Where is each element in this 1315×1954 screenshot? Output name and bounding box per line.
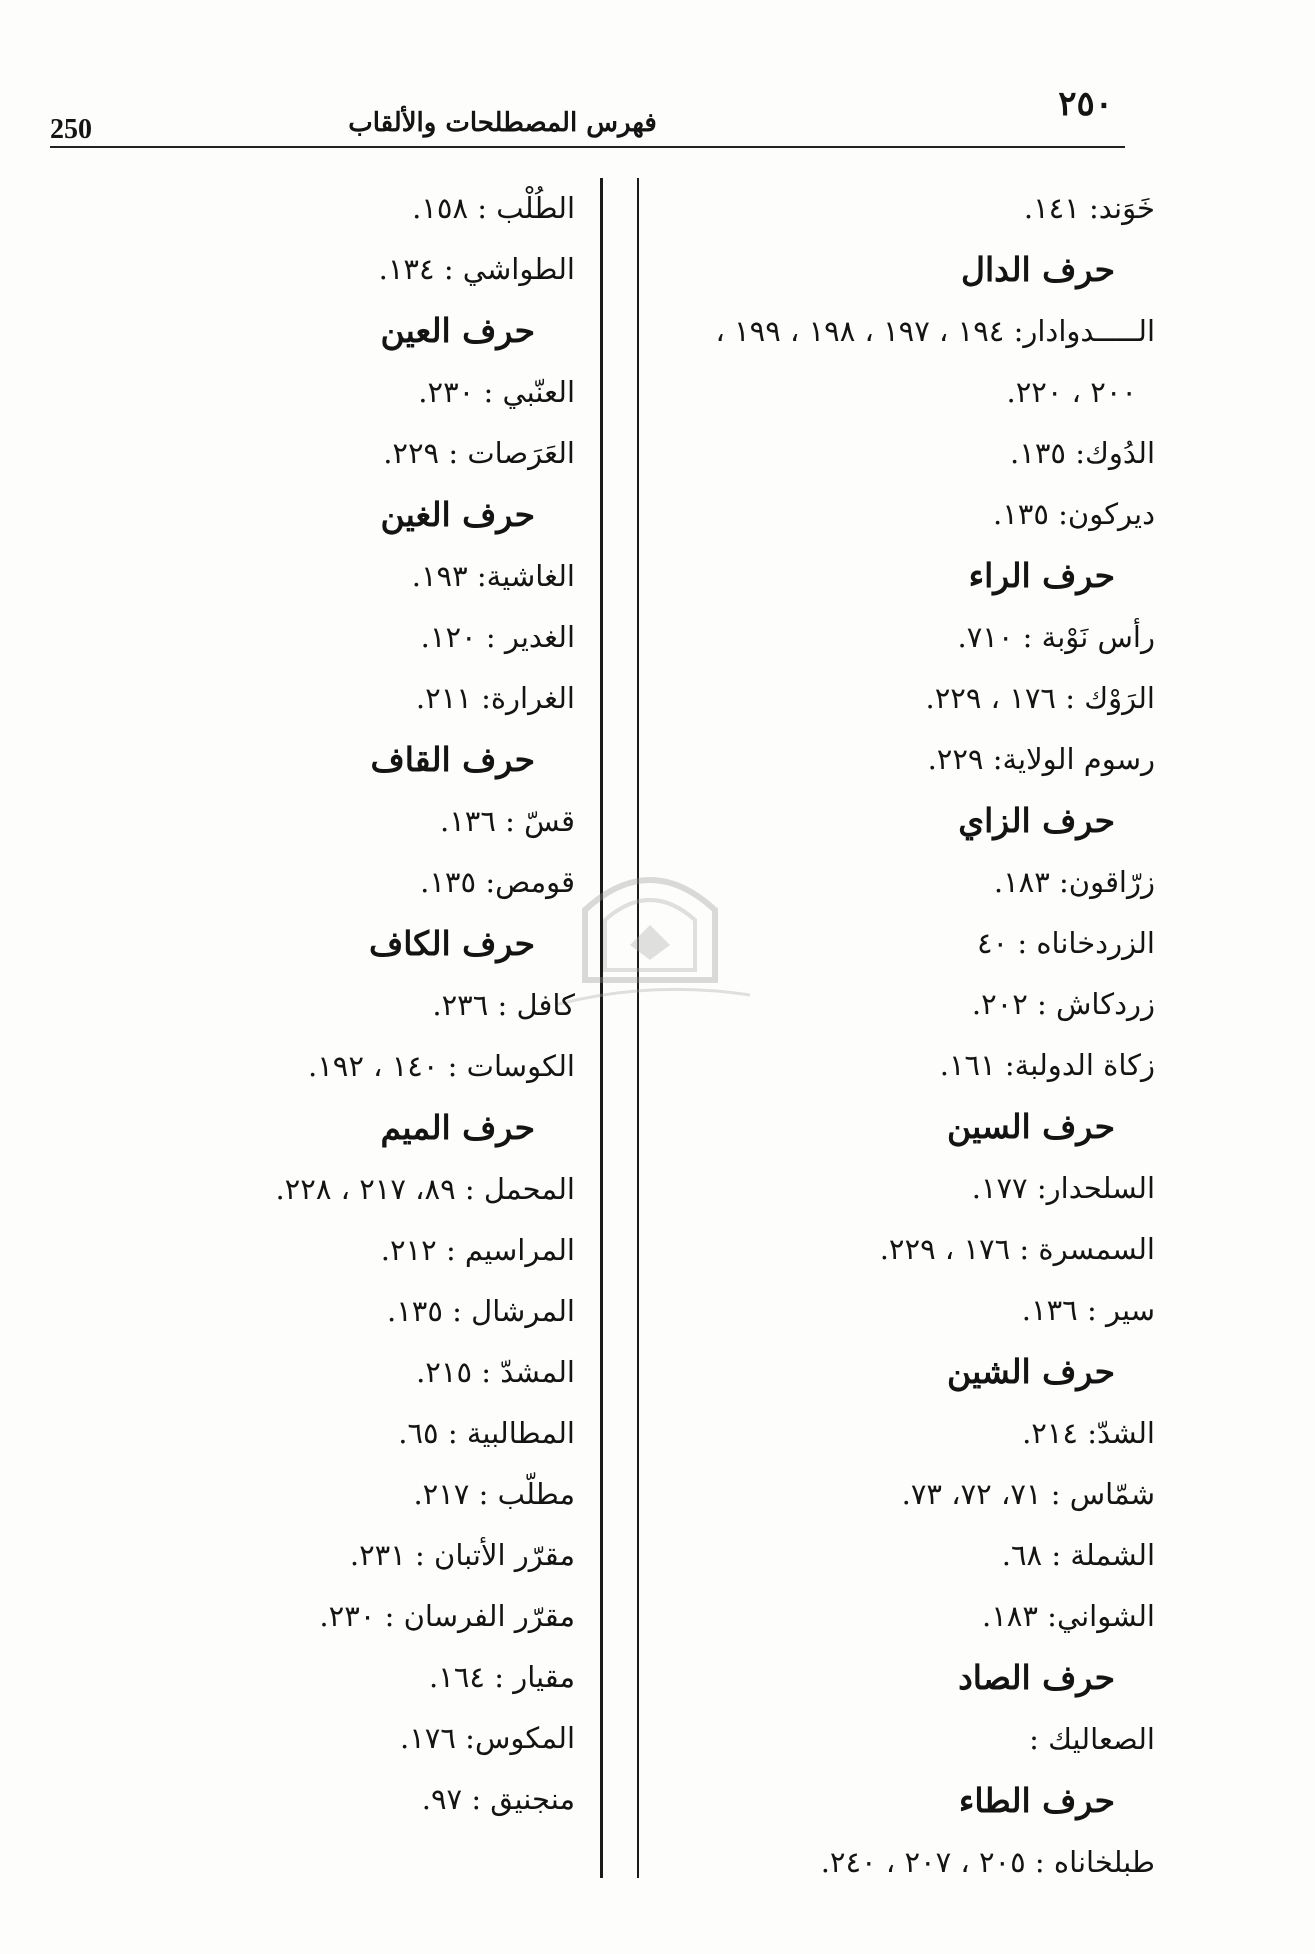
entry-term: الغدير : (485, 620, 575, 654)
index-entry (635, 729, 1155, 790)
index-entry (55, 1586, 575, 1647)
index-entry (635, 1832, 1155, 1893)
entry-term: السمسرة : (1019, 1232, 1155, 1266)
entry-page-refs: ٧١٠. (957, 620, 1023, 654)
index-entry (635, 913, 1155, 974)
index-section (55, 1097, 575, 1830)
index-entry (635, 668, 1155, 729)
index-entry (55, 1220, 575, 1281)
entry-term: الشواني: (1047, 1599, 1155, 1633)
section-heading: حرف الطاء (958, 1781, 1115, 1820)
index-entry (55, 1342, 575, 1403)
entry-term: مقرّر الفرسان : (384, 1599, 575, 1633)
index-section (635, 178, 1155, 239)
index-entry (635, 1464, 1155, 1525)
section-heading: حرف الغين (380, 495, 535, 534)
entry-page-refs: ٧١، ٧٢، ٧٣. (901, 1477, 1051, 1511)
entry-term: الكوسات : (447, 1049, 575, 1083)
index-entry (55, 423, 575, 484)
index-entry (635, 1525, 1155, 1586)
column-divider (600, 178, 603, 1878)
entry-term: الدُوك: (1075, 436, 1155, 470)
entry-page-refs: ١٣٥. (1010, 436, 1076, 470)
entry-page-refs: ٨٩، ٢١٧ ، ٢٢٨. (275, 1172, 465, 1206)
entry-term: زرّاقون: (1059, 865, 1155, 899)
entry-page-refs: ١٣٥. (386, 1294, 453, 1328)
section-heading: حرف الصاد (958, 1658, 1115, 1697)
entry-page-refs: ١٨٣. (993, 865, 1060, 899)
index-entry (635, 1035, 1155, 1096)
entry-page-refs: ١٧٧. (971, 1171, 1037, 1205)
entry-term: ديركون: (1058, 497, 1155, 531)
entry-term: زردكاش : (1037, 987, 1155, 1021)
entry-term: المرشال : (452, 1294, 575, 1328)
index-entry (55, 1159, 575, 1220)
index-entry (635, 1219, 1155, 1280)
index-entry (635, 607, 1155, 668)
entry-page-refs: ١٢٠. (420, 620, 486, 654)
section-heading: حرف العين (380, 311, 535, 350)
index-entry (635, 974, 1155, 1035)
entry-page-refs: ١٣٥. (420, 865, 486, 899)
section-heading: حرف السين (946, 1107, 1115, 1146)
entry-page-refs: ١٣٦. (440, 804, 506, 838)
entry-page-refs: ١٦٤. (429, 1660, 495, 1694)
index-section (635, 790, 1155, 1096)
index-entry (55, 239, 575, 300)
section-heading: حرف القاف (370, 740, 535, 779)
index-entry (635, 852, 1155, 913)
entry-term: الغرارة: (481, 681, 575, 715)
index-entry (55, 1281, 575, 1342)
index-entry (55, 362, 575, 423)
entry-page-refs: ١٣٤. (378, 252, 444, 286)
section-heading: حرف الميم (380, 1108, 535, 1147)
section-heading: حرف الشين (946, 1352, 1115, 1391)
entry-page-refs: ٢٣٦. (432, 988, 498, 1022)
entry-page-refs: ١٧٦ ، ٢٢٩. (879, 1232, 1020, 1266)
index-entry (635, 301, 1155, 362)
index-section (635, 1647, 1155, 1770)
entry-page-refs: ٢٢٩. (383, 436, 449, 470)
index-entry (635, 1709, 1155, 1770)
index-entry (55, 1464, 575, 1525)
entry-page-refs: ٢١٥. (416, 1355, 482, 1389)
entry-term: رسوم الولاية: (992, 742, 1155, 776)
entry-page-refs: ٢١١. (415, 681, 482, 715)
index-entry (55, 1036, 575, 1097)
index-section (55, 729, 575, 913)
entry-page-refs: ٢٣١. (349, 1538, 416, 1572)
index-entry (55, 1647, 575, 1708)
index-section (55, 178, 575, 300)
entry-term: المكوس: (465, 1721, 575, 1755)
entry-page-refs: ٦٥. (398, 1416, 448, 1450)
page-number-arabic: ٢٥٠ (1058, 84, 1113, 124)
entry-page-refs: ٢٣٠. (319, 1599, 385, 1633)
entry-term: مقيار : (494, 1660, 575, 1694)
index-entry (635, 1158, 1155, 1219)
entry-term: قسّ : (505, 804, 575, 838)
section-heading: حرف الدال (961, 250, 1115, 289)
index-section (635, 1770, 1155, 1893)
entry-page-refs: ١٥٨. (412, 191, 478, 225)
index-entry (55, 668, 575, 729)
index-entry (55, 852, 575, 913)
entry-page-refs: ٩٧. (421, 1782, 472, 1816)
index-entry (635, 178, 1155, 239)
index-entry (55, 975, 575, 1036)
index-entry (635, 423, 1155, 484)
index-entry (55, 178, 575, 239)
entry-term: كافل : (497, 988, 575, 1022)
entry-term: المحمل : (464, 1172, 575, 1206)
entry-page-refs: ٢١٤. (1022, 1416, 1088, 1450)
entry-term: المطالبية : (447, 1416, 575, 1450)
entry-page-refs: ١٦١. (939, 1048, 1005, 1082)
index-section (635, 1341, 1155, 1647)
entry-page-refs: ٢٠٢. (971, 987, 1038, 1021)
index-entry (635, 484, 1155, 545)
index-entry (55, 1708, 575, 1769)
entry-page-refs: ٢١٢. (380, 1233, 446, 1267)
entry-term: شمّاس : (1050, 1477, 1155, 1511)
index-entry (55, 1525, 575, 1586)
entry-term: الـــــدوادار: (1013, 314, 1155, 348)
entry-page-refs: ٢٠٥ ، ٢٠٧ ، ٢٤٠. (820, 1845, 1035, 1879)
entry-term: السلحدار: (1036, 1171, 1155, 1205)
entry-page-refs: ١٩٣. (411, 559, 477, 593)
entry-term: المراسيم : (445, 1233, 575, 1267)
page-number-latin: 250 (50, 114, 92, 145)
entry-term: طبلخاناه : (1034, 1845, 1155, 1879)
entry-term: الزردخاناه : (1017, 926, 1155, 960)
index-section (635, 545, 1155, 790)
index-entry (55, 607, 575, 668)
entry-term: زكاة الدولبة: (1004, 1048, 1155, 1082)
entry-page-refs: ٢٢٩. (927, 742, 993, 776)
index-section (635, 239, 1155, 545)
entry-term: الغاشية: (476, 559, 575, 593)
index-column-left (55, 178, 575, 1830)
index-section (55, 913, 575, 1097)
entry-term: العَرَصات : (448, 436, 575, 470)
entry-term: الشملة : (1051, 1538, 1155, 1572)
entry-term: منجنيق : (471, 1782, 575, 1816)
section-heading: حرف الزاي (958, 801, 1115, 840)
index-entry (635, 1403, 1155, 1464)
entry-term: الصعاليك : (1029, 1722, 1155, 1756)
entry-page-refs: ٢١٧. (413, 1477, 479, 1511)
index-section (55, 300, 575, 484)
entry-term: سير : (1086, 1293, 1155, 1327)
running-header (50, 84, 1125, 148)
entry-page-refs: ٢٣٠. (418, 375, 484, 409)
entry-page-refs: ١٤١. (1023, 191, 1090, 225)
entry-term: خَوَند: (1089, 191, 1155, 225)
index-entry (55, 546, 575, 607)
entry-term: مطلّب : (478, 1477, 575, 1511)
entry-term: المشدّ : (481, 1355, 575, 1389)
entry-page-refs: ١٨٣. (982, 1599, 1048, 1633)
index-section (55, 484, 575, 729)
entry-term: مقرّر الأتبان : (415, 1538, 575, 1572)
entry-page-refs: ٤٠ (976, 926, 1018, 960)
index-entry (55, 1403, 575, 1464)
entry-page-refs: ١٧٦ ، ٢٢٩. (925, 681, 1066, 715)
index-entry (635, 1280, 1155, 1341)
index-entry (55, 791, 575, 852)
entry-page-refs-continued: ٢٠٠ ، ٢٢٠. (1006, 375, 1137, 409)
index-column-right (635, 178, 1155, 1893)
entry-term: الشدّ: (1087, 1416, 1155, 1450)
index-entry (55, 1769, 575, 1830)
entry-page-refs: ١٧٦. (400, 1721, 466, 1755)
entry-page-refs: ١٩٤ ، ١٩٧ ، ١٩٨ ، ١٩٩ ، (715, 314, 1014, 348)
entry-term: الرَوْك : (1065, 681, 1155, 715)
entry-term: الطُلْب : (477, 191, 575, 225)
entry-page-refs: ٦٨. (1001, 1538, 1052, 1572)
index-section (635, 1096, 1155, 1341)
section-heading: حرف الراء (968, 556, 1115, 595)
index-entry (635, 1586, 1155, 1647)
entry-page-refs: ١٤٠ ، ١٩٢. (307, 1049, 448, 1083)
entry-page-refs: ١٣٦. (1021, 1293, 1087, 1327)
entry-term: العنّبي : (483, 375, 575, 409)
entry-page-refs: ١٣٥. (992, 497, 1059, 531)
section-heading: حرف الكاف (368, 924, 535, 963)
running-title: فهرس المصطلحات والألقاب (348, 108, 657, 138)
entry-term: الطواشي : (443, 252, 575, 286)
entry-term: رأس نَوْبة : (1022, 620, 1155, 654)
entry-term: قومص: (485, 865, 575, 899)
